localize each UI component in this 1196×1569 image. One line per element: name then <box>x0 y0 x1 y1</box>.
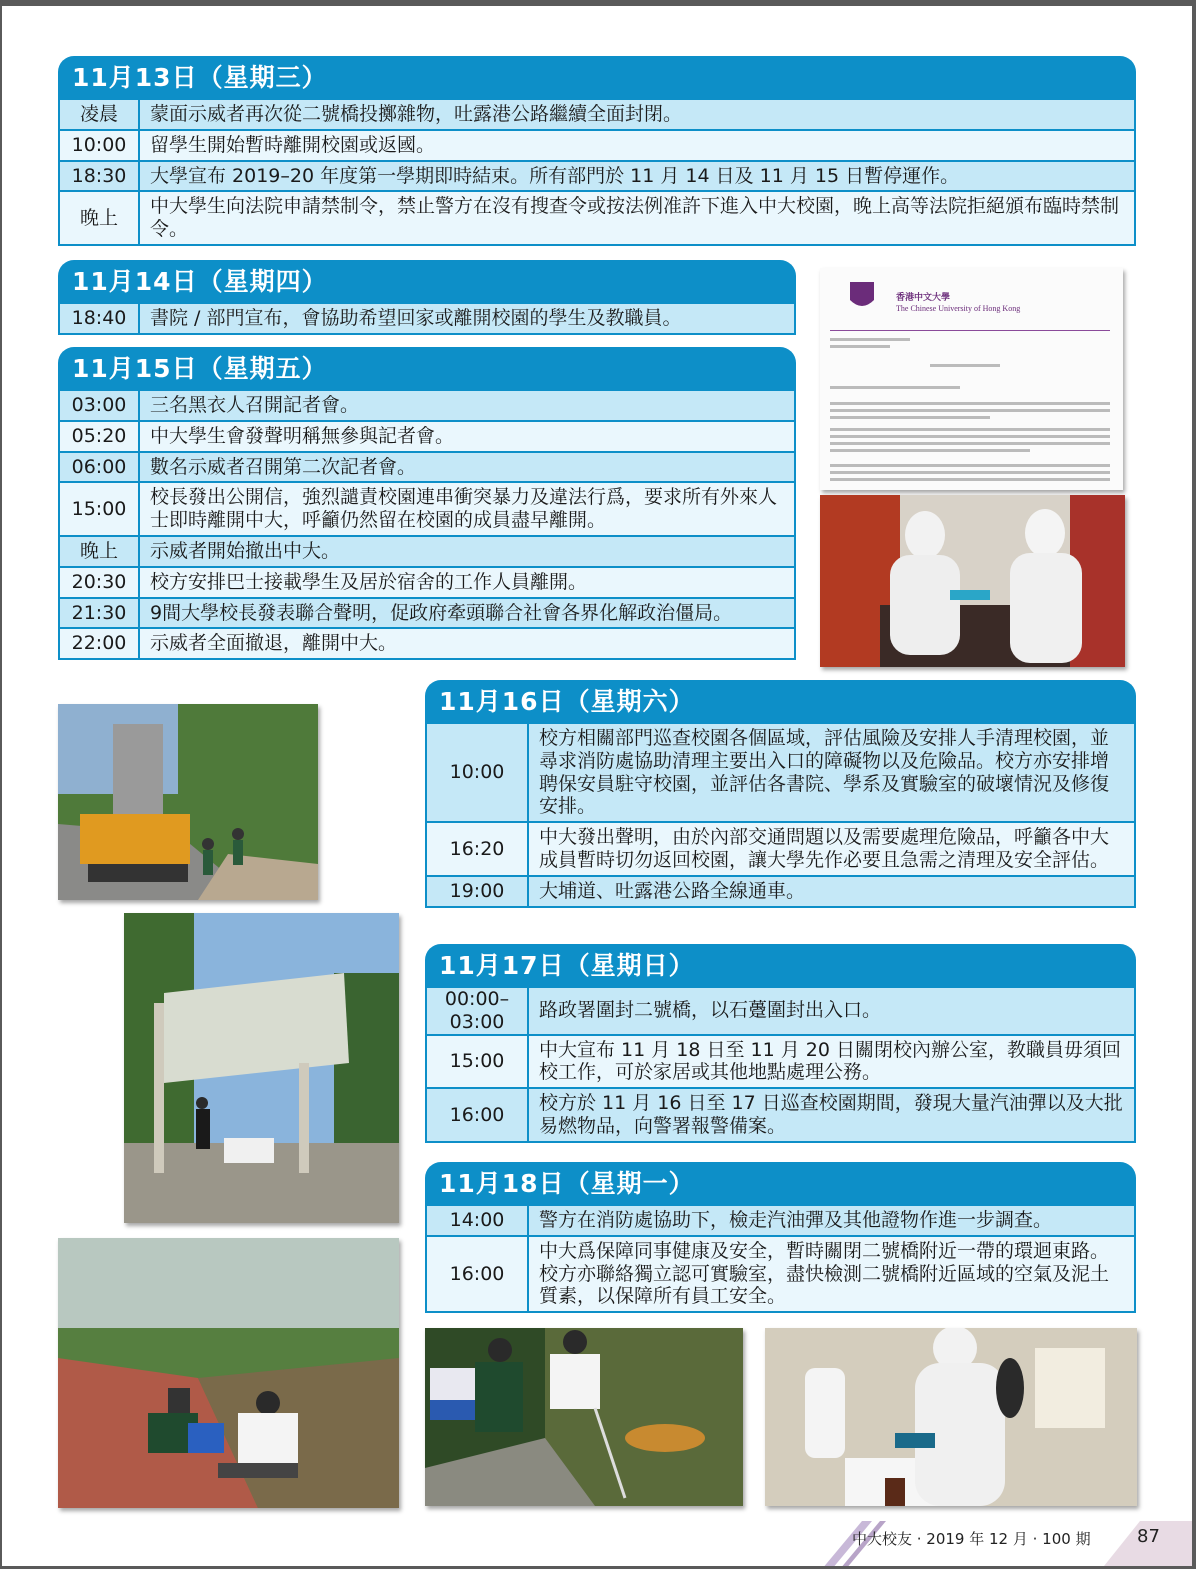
soil-sampling-photo <box>58 1238 399 1508</box>
day-card-nov13 <box>58 56 1136 246</box>
timeline-event: 中大學生向法院申請禁制令，禁止警方在沒有搜查令或按法例准許下進入中大校園，晚上高等法院拒絕頒布臨時禁制令。 <box>140 192 1134 244</box>
timeline-event: 中大學生會發聲明稱無參與記者會。 <box>140 422 794 451</box>
pond-sampling-photo <box>425 1328 743 1506</box>
timeline-row <box>60 568 794 597</box>
day-timeline-table <box>58 391 796 660</box>
university-crest-icon <box>850 282 874 306</box>
day-card-nov14 <box>58 260 796 335</box>
hazmat-workers-photo <box>820 495 1125 667</box>
timeline-row <box>60 304 794 333</box>
timeline-row <box>60 629 794 658</box>
timeline-time: 20:30 <box>60 568 138 597</box>
timeline-row <box>60 100 1134 129</box>
truck-roadside-photo <box>58 704 318 900</box>
timeline-time: 16:00 <box>427 1089 527 1141</box>
timeline-row <box>60 483 794 535</box>
timeline-event: 大埔道、吐露港公路全線通車。 <box>529 877 1134 906</box>
timeline-time: 16:20 <box>427 823 527 875</box>
open-letter-photo <box>820 268 1123 490</box>
day-card-nov18 <box>425 1162 1136 1313</box>
timeline-time: 16:00 <box>427 1237 527 1311</box>
footer-publication: 中大校友 · 2019 年 12 月 · 100 期 <box>852 1530 1091 1548</box>
timeline-event: 中大發出聲明，由於內部交通問題以及需要處理危險品，呼籲各中大成員暫時切勿返回校園，讓大學先作必要且急需之清理及安全評估。 <box>529 823 1134 875</box>
timeline-event: 校方於 11 月 16 日至 17 日巡查校園期間，發現大量汽油彈以及大批易燃物品，向警署報警備案。 <box>529 1089 1134 1141</box>
day-timeline-table <box>425 1206 1136 1313</box>
day-timeline-table <box>58 100 1136 246</box>
timeline-event: 三名黑衣人召開記者會。 <box>140 391 794 420</box>
timeline-time: 晚上 <box>60 192 138 244</box>
timeline-row <box>427 1089 1134 1141</box>
timeline-row <box>427 988 1134 1034</box>
canopy-checkpoint-photo <box>124 913 399 1223</box>
timeline-row <box>427 1206 1134 1235</box>
page-number: 87 <box>1137 1526 1160 1547</box>
timeline-event: 中大宣布 11 月 18 日至 11 月 20 日關閉校內辦公室，教職員毋須回校工作，可於家居或其他地點處理公務。 <box>529 1036 1134 1088</box>
timeline-row <box>60 422 794 451</box>
day-header: 11月18日（星期一） <box>425 1162 1136 1206</box>
timeline-event: 蒙面示威者再次從二號橋投擲雜物，吐露港公路繼續全面封閉。 <box>140 100 1134 129</box>
timeline-event: 大學宣布 2019–20 年度第一學期即時結束。所有部門於 11 月 14 日及 11 月 15 日暫停運作。 <box>140 162 1134 191</box>
timeline-event: 示威者全面撤退，離開中大。 <box>140 629 794 658</box>
timeline-row <box>427 724 1134 821</box>
timeline-time: 05:20 <box>60 422 138 451</box>
timeline-event: 校方安排巴士接載學生及居於宿舍的工作人員離開。 <box>140 568 794 597</box>
timeline-time: 03:00 <box>60 391 138 420</box>
timeline-row <box>60 131 1134 160</box>
timeline-event: 示威者開始撤出中大。 <box>140 537 794 566</box>
timeline-row <box>60 453 794 482</box>
timeline-time: 18:30 <box>60 162 138 191</box>
timeline-row <box>427 877 1134 906</box>
magazine-page <box>2 6 1192 1566</box>
timeline-time: 凌晨 <box>60 100 138 129</box>
timeline-event: 警方在消防處協助下，檢走汽油彈及其他證物作進一步調查。 <box>529 1206 1134 1235</box>
washroom-hazmat-photo <box>765 1328 1137 1506</box>
day-timeline-table <box>425 724 1136 908</box>
timeline-row <box>427 1237 1134 1311</box>
timeline-time: 晚上 <box>60 537 138 566</box>
timeline-event: 中大爲保障同事健康及安全，暫時關閉二號橋附近一帶的環迴東路。校方亦聯絡獨立認可實驗室，盡快檢測二號橋附近區域的空氣及泥土質素，以保障所有員工安全。 <box>529 1237 1134 1311</box>
timeline-time: 10:00 <box>60 131 138 160</box>
timeline-row <box>60 537 794 566</box>
timeline-time: 06:00 <box>60 453 138 482</box>
timeline-time: 14:00 <box>427 1206 527 1235</box>
timeline-row <box>60 599 794 628</box>
timeline-time: 15:00 <box>427 1036 527 1088</box>
timeline-row <box>60 391 794 420</box>
day-header: 11月15日（星期五） <box>58 347 796 391</box>
day-timeline-table <box>425 988 1136 1143</box>
day-header: 11月16日（星期六） <box>425 680 1136 724</box>
timeline-row <box>427 1036 1134 1088</box>
timeline-row <box>60 162 1134 191</box>
letter-university-name-cn: 香港中文大學 <box>896 293 951 303</box>
timeline-time: 10:00 <box>427 724 527 821</box>
timeline-time: 15:00 <box>60 483 138 535</box>
timeline-event: 校長發出公開信，強烈譴責校園連串衝突暴力及違法行爲，要求所有外來人士即時離開中大，呼籲仍然留在校園的成員盡早離開。 <box>140 483 794 535</box>
timeline-time: 22:00 <box>60 629 138 658</box>
timeline-row <box>427 823 1134 875</box>
timeline-event: 路政署圍封二號橋，以石躉圍封出入口。 <box>529 988 1134 1034</box>
day-header: 11月14日（星期四） <box>58 260 796 304</box>
day-card-nov17 <box>425 944 1136 1143</box>
day-card-nov16 <box>425 680 1136 908</box>
timeline-event: 留學生開始暫時離開校園或返國。 <box>140 131 1134 160</box>
day-card-nov15 <box>58 347 796 660</box>
letter-university-name-en: The Chinese University of Hong Kong <box>896 304 1021 313</box>
timeline-time: 19:00 <box>427 877 527 906</box>
day-header: 11月17日（星期日） <box>425 944 1136 988</box>
timeline-time: 00:00–03:00 <box>427 988 527 1034</box>
timeline-row <box>60 192 1134 244</box>
day-header: 11月13日（星期三） <box>58 56 1136 100</box>
timeline-event: 9間大學校長發表聯合聲明，促政府牽頭聯合社會各界化解政治僵局。 <box>140 599 794 628</box>
timeline-time: 21:30 <box>60 599 138 628</box>
timeline-event: 數名示威者召開第二次記者會。 <box>140 453 794 482</box>
timeline-event: 書院 / 部門宣布，會協助希望回家或離開校園的學生及教職員。 <box>140 304 794 333</box>
timeline-time: 18:40 <box>60 304 138 333</box>
day-timeline-table <box>58 304 796 335</box>
timeline-event: 校方相關部門巡查校園各個區域，評估風險及安排人手清理校園，並尋求消防處協助清理主要出入口的障礙物以及危險品。校方亦安排增聘保安員駐守校園，並評估各書院、學系及實驗室的破壞情況及修復安排。 <box>529 724 1134 821</box>
